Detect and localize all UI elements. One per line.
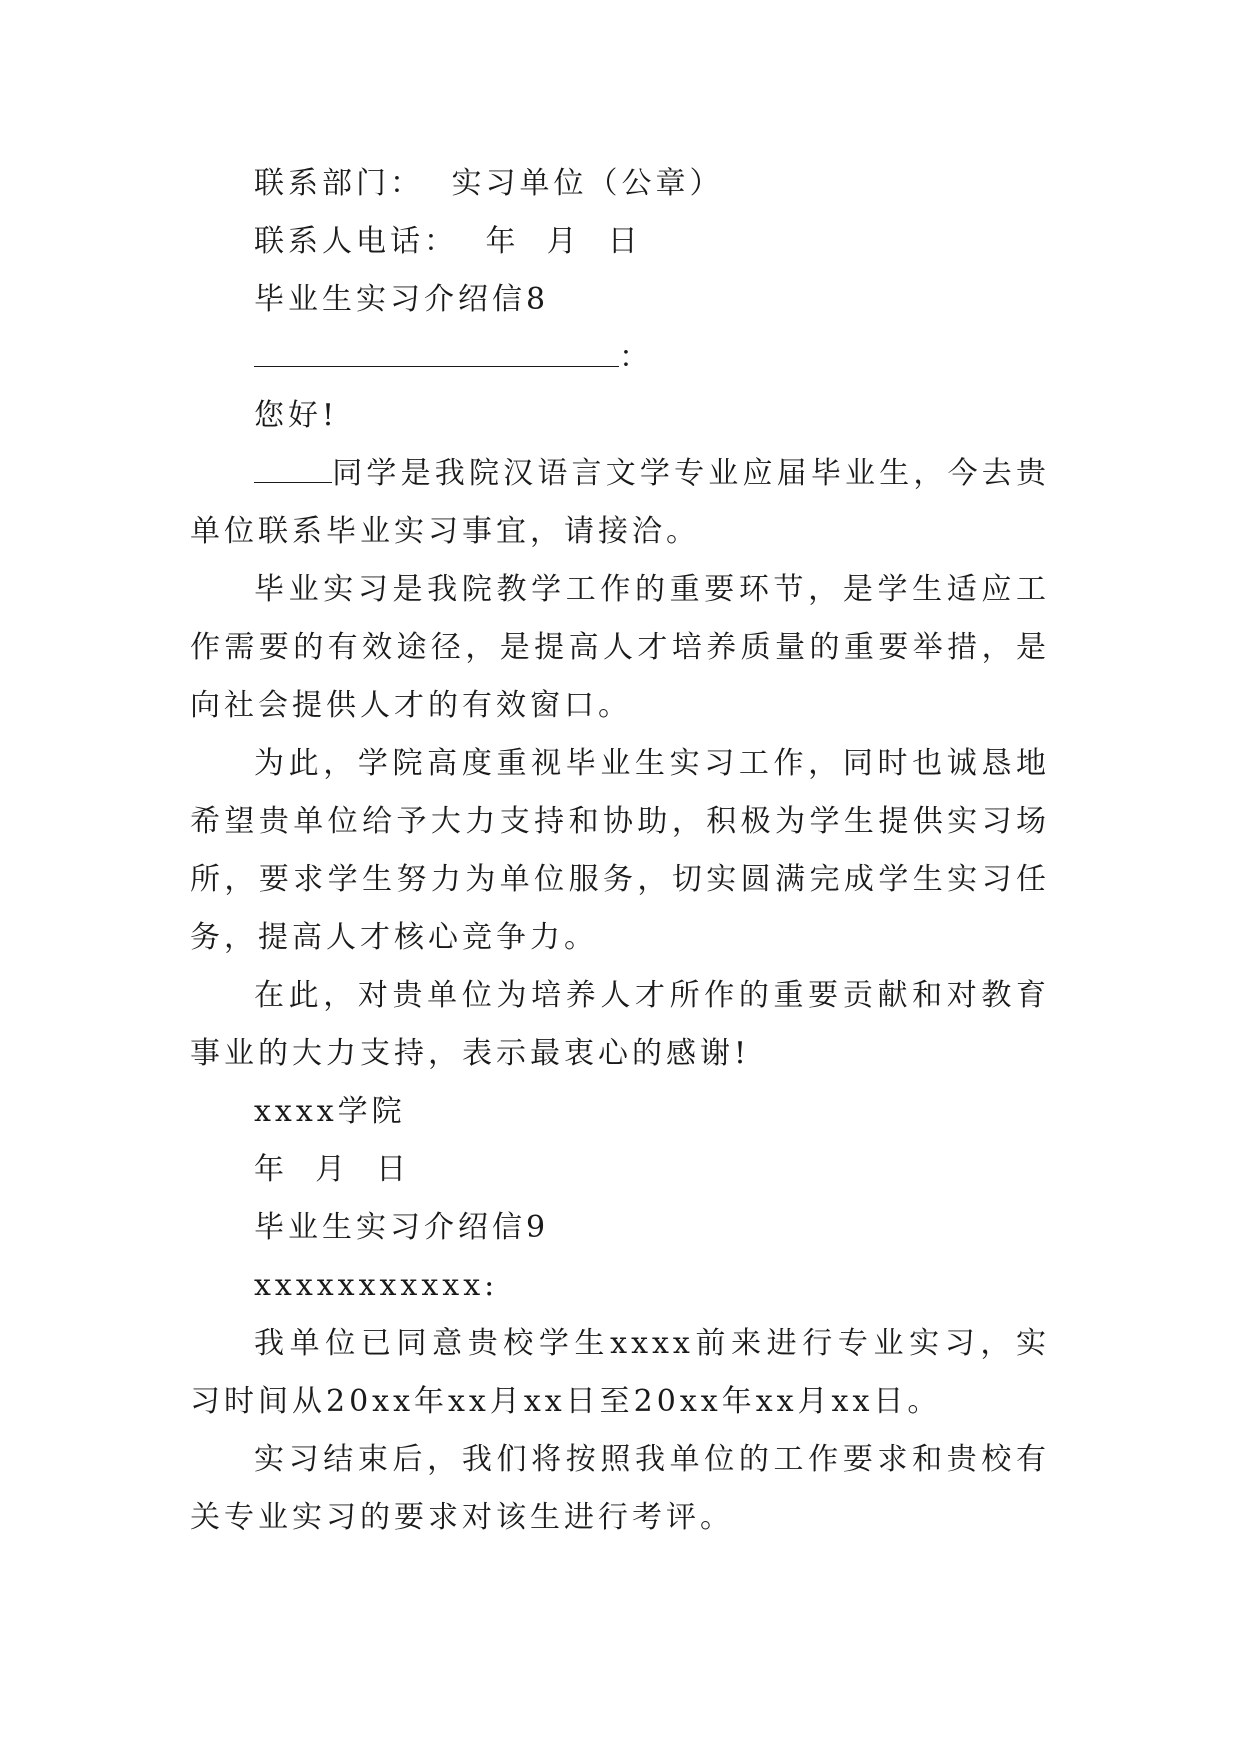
letter9-paragraph-1: 我单位已同意贵校学生xxxx前来进行专业实习，实习时间从20xx年xx月xx日至20xx年xx月xx日。 [190,1326,1050,1419]
letter8-paragraph-2: 毕业实习是我院教学工作的重要环节，是学生适应工作需要的有效途径，是提高人才培养质量的重要举措，是向社会提供人才的有效窗口。 [190,572,1050,723]
seal-label: 实习单位（公章） [451,166,724,201]
letter9-addressee: xxxxxxxxxxx: [254,1268,499,1303]
document-body [190,155,1050,1547]
contact-date: 年 月 日 [485,224,642,259]
addressee-blank [254,332,619,367]
letter9-paragraph-2: 实习结束后，我们将按照我单位的工作要求和贵校有关专业实习的要求对该生进行考评。 [190,1442,1050,1535]
contact-department-line [190,155,1050,213]
letter8-paragraph-1 [190,445,1050,561]
letter8-signature: xxxx学院 [254,1094,406,1129]
letter9-title: 毕业生实习介绍信9 [254,1210,550,1245]
letter8-title: 毕业生实习介绍信8 [254,282,550,317]
letter8-paragraph-3: 为此，学院高度重视毕业生实习工作，同时也诚恳地希望贵单位给予大力支持和协助，积极为学生提供实习场所，要求学生努力为单位服务，切实圆满完成学生实习任务，提高人才核心竞争力。 [190,746,1050,955]
letter8-paragraph-4: 在此，对贵单位为培养人才所作的重要贡献和对教育事业的大力支持，表示最衷心的感谢! [190,978,1050,1071]
phone-label: 联系人电话： [254,224,458,259]
addressee-colon: ： [619,340,653,375]
contact-phone-line [190,213,1050,271]
letter8-addressee [190,329,1050,387]
department-label: 联系部门： [254,166,424,201]
letter8-greeting: 您好! [254,398,339,433]
letter8-date: 年 月 日 [254,1152,411,1187]
letter8-paragraph-1-text: 同学是我院汉语言文学专业应届毕业生，今去贵单位联系毕业实习事宜，请接洽。 [190,456,1050,549]
student-name-blank [254,448,332,483]
